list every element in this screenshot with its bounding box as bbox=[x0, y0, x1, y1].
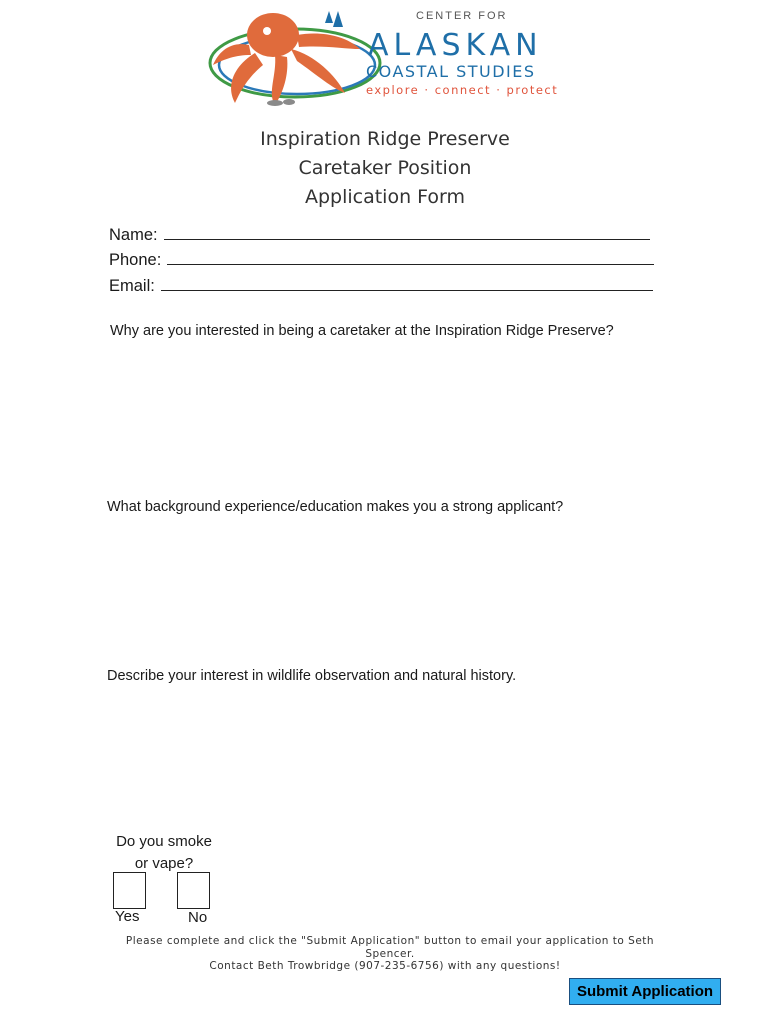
question-1: Why are you interested in being a caretaker at the Inspiration Ridge Preserve? bbox=[110, 323, 614, 339]
org-subtitle: COASTAL STUDIES bbox=[366, 62, 536, 81]
email-field[interactable] bbox=[161, 276, 653, 291]
org-tagline: explore · connect · protect bbox=[366, 83, 559, 97]
org-prefix: CENTER FOR bbox=[416, 10, 508, 22]
phone-label: Phone: bbox=[109, 251, 162, 269]
question-2: What background experience/education makes you a strong applicant? bbox=[107, 499, 564, 515]
org-name: ALASKAN bbox=[368, 28, 543, 63]
form-title-line1: Inspiration Ridge Preserve bbox=[260, 128, 510, 150]
answer-2-field[interactable] bbox=[107, 525, 661, 664]
submit-application-button[interactable]: Submit Application bbox=[569, 978, 721, 1005]
phone-field-row bbox=[109, 250, 654, 270]
name-field[interactable] bbox=[164, 225, 650, 240]
question-3: Describe your interest in wildlife observation and natural history. bbox=[107, 668, 517, 684]
form-title-line2: Caretaker Position bbox=[298, 157, 472, 179]
no-checkbox[interactable] bbox=[177, 872, 210, 909]
yes-checkbox[interactable] bbox=[113, 872, 146, 909]
contact-text: Contact Beth Trowbridge (907-235-6756) with any questions! bbox=[209, 960, 561, 972]
name-label: Name: bbox=[109, 226, 158, 244]
yes-label: Yes bbox=[115, 908, 140, 925]
answer-3-field[interactable] bbox=[107, 694, 661, 828]
form-title-line3: Application Form bbox=[304, 186, 466, 208]
phone-field[interactable] bbox=[167, 250, 654, 265]
no-label: No bbox=[188, 909, 208, 926]
instructions-text: Please complete and click the "Submit Application" button to email your application to Seth Spencer. bbox=[125, 935, 655, 960]
smoke-question: Do you smoke or vape? bbox=[116, 833, 212, 872]
answer-1-field[interactable] bbox=[110, 350, 664, 494]
email-label: Email: bbox=[109, 277, 155, 295]
name-field-row bbox=[109, 225, 650, 245]
email-field-row bbox=[109, 276, 653, 296]
